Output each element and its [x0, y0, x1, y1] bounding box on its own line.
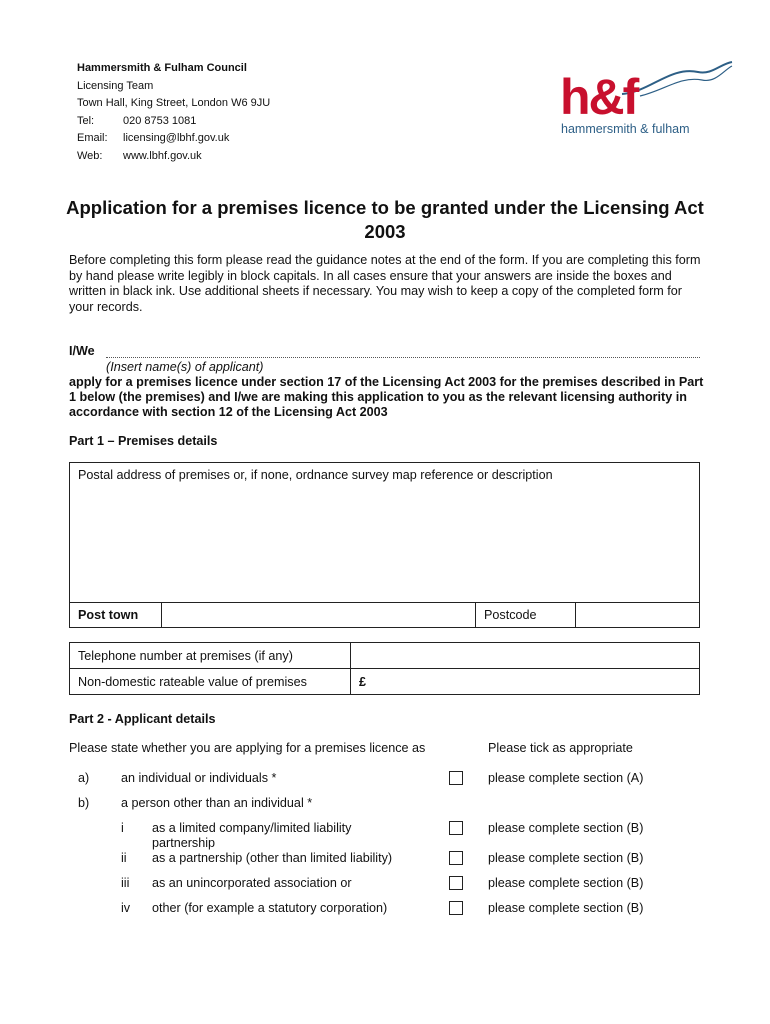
- option-text: as a limited company/limited liability partnership: [152, 821, 352, 850]
- option-text: a person other than an individual *: [121, 796, 313, 810]
- council-web[interactable]: www.lbhf.gov.uk: [123, 149, 202, 162]
- applicant-type-question: Please state whether you are applying for a premises licence as: [69, 741, 426, 755]
- tel-label: Tel:: [77, 114, 95, 127]
- post-town-field[interactable]: [162, 603, 476, 628]
- other-statutory-checkbox[interactable]: [449, 901, 463, 915]
- option-text: as an unincorporated association or: [152, 876, 352, 890]
- rateable-value-field[interactable]: [351, 669, 700, 695]
- telephone-field[interactable]: [351, 643, 700, 669]
- option-marker: iii: [121, 876, 130, 890]
- postal-address-label: Postal address of premises or, if none, ordnance survey map reference or description: [78, 468, 553, 482]
- unincorporated-association-checkbox[interactable]: [449, 876, 463, 890]
- option-marker: ii: [121, 851, 127, 865]
- post-town-label: Post town: [70, 603, 162, 628]
- council-tel: 020 8753 1081: [123, 114, 197, 127]
- option-marker: i: [121, 821, 124, 835]
- application-statement: apply for a premises licence under section 17 of the Licensing Act 2003 for the premises described in Part 1 below (the premises) and I/we are making this application to you as the relevant licensing authority in accordance with section 12 of the Licensing Act 2003: [69, 375, 704, 419]
- individual-checkbox[interactable]: [449, 771, 463, 785]
- option-action: please complete section (A): [488, 771, 644, 785]
- insert-name-hint: (Insert name(s) of applicant): [106, 360, 264, 374]
- option-text: an individual or individuals *: [121, 771, 277, 785]
- part2-heading: Part 2 - Applicant details: [69, 712, 216, 726]
- partnership-checkbox[interactable]: [449, 851, 463, 865]
- intro-text: Before completing this form please read the guidance notes at the end of the form. If you are completing this form by hand please write legibly in block capitals. In all cases ensure that your answers are inside the boxes and written in black ink. Use additional sheets if necessary. You may wish to keep a copy of the completed form for your records.: [69, 253, 701, 314]
- option-action: please complete section (B): [488, 901, 644, 915]
- council-team: Licensing Team: [77, 79, 154, 92]
- council-address: Town Hall, King Street, London W6 9JU: [77, 97, 271, 109]
- logo-tagline: hammersmith & fulham: [561, 122, 690, 136]
- premises-address-table: [69, 462, 700, 628]
- tick-hint: Please tick as appropriate: [488, 741, 633, 755]
- telephone-label: Telephone number at premises (if any): [70, 643, 351, 669]
- iwe-label: I/We: [69, 344, 95, 358]
- option-action: please complete section (B): [488, 851, 644, 865]
- option-marker: a): [78, 771, 90, 785]
- postal-address-field[interactable]: [70, 463, 700, 603]
- form-title: Application for a premises licence to be granted under the Licensing Act 2003: [66, 197, 704, 242]
- part1-heading: Part 1 – Premises details: [69, 434, 218, 448]
- web-label: Web:: [77, 149, 103, 162]
- limited-company-checkbox[interactable]: [449, 821, 463, 835]
- hf-logo: [560, 58, 735, 138]
- email-label: Email:: [77, 132, 108, 144]
- premises-extra-table: [69, 642, 700, 695]
- applicant-name-field[interactable]: [106, 357, 700, 358]
- council-contact-block: [77, 60, 270, 165]
- option-text: other (for example a statutory corporation): [152, 901, 388, 915]
- option-text: as a partnership (other than limited liability): [152, 851, 393, 865]
- rateable-value-label: Non-domestic rateable value of premises: [70, 669, 351, 695]
- option-marker: iv: [121, 901, 131, 915]
- option-action: please complete section (B): [488, 821, 644, 835]
- option-action: please complete section (B): [488, 876, 644, 890]
- council-name: Hammersmith & Fulham Council: [77, 62, 247, 74]
- logo-mark: h&f: [560, 69, 638, 125]
- option-marker: b): [78, 796, 90, 810]
- currency-symbol: £: [359, 674, 367, 689]
- postcode-field[interactable]: [576, 603, 700, 628]
- council-email[interactable]: licensing@lbhf.gov.uk: [123, 132, 230, 144]
- postcode-label: Postcode: [476, 603, 576, 628]
